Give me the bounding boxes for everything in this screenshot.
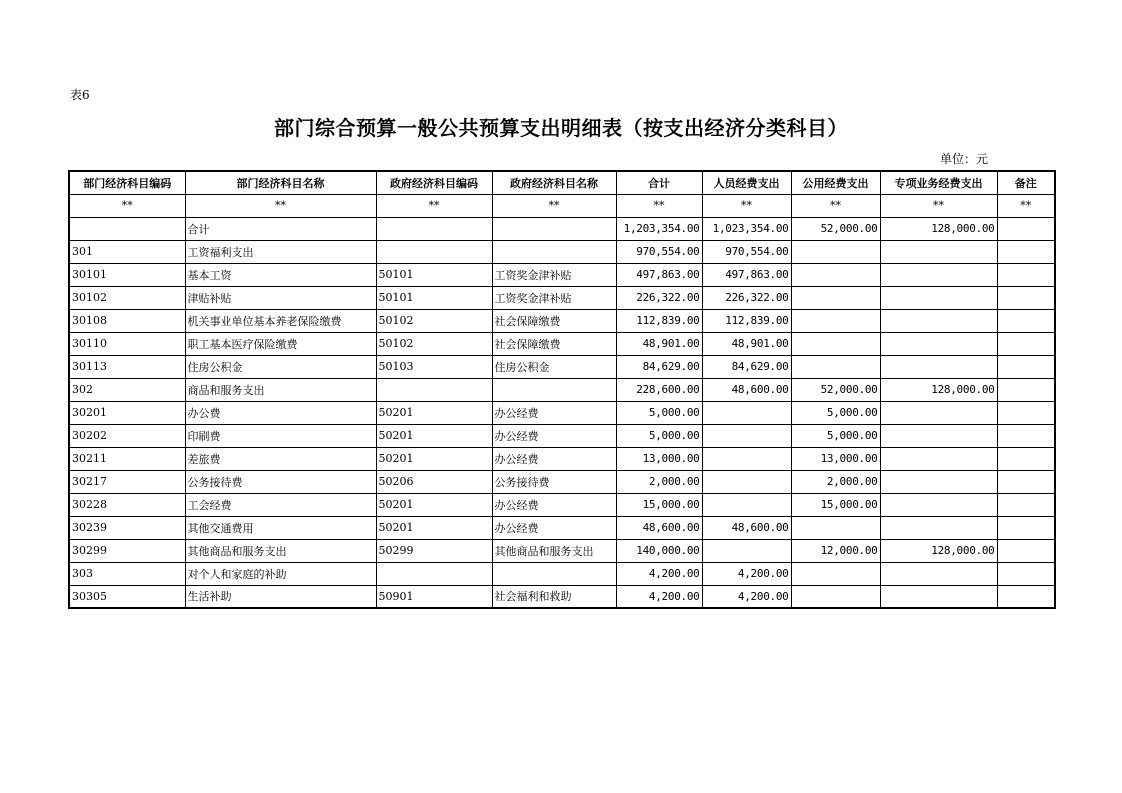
remark-cell — [997, 332, 1055, 355]
public-cell — [791, 562, 880, 585]
table-row — [69, 447, 1055, 470]
total-cell: 4,200.00 — [616, 562, 702, 585]
total-cell: 497,863.00 — [616, 263, 702, 286]
personnel-cell — [702, 447, 791, 470]
special-cell — [880, 240, 997, 263]
remark-cell — [997, 562, 1055, 585]
public-cell: 12,000.00 — [791, 539, 880, 562]
gov-code-cell: 50102 — [376, 309, 492, 332]
table-row — [69, 309, 1055, 332]
gov-name-cell: 办公经费 — [492, 424, 616, 447]
personnel-cell: 226,322.00 — [702, 286, 791, 309]
gov-code-cell: 50901 — [376, 585, 492, 608]
dept-code-cell: 30201 — [69, 401, 185, 424]
col-header-gov-code: 政府经济科目编码 — [376, 171, 492, 194]
personnel-cell — [702, 539, 791, 562]
dept-code-cell: 30228 — [69, 493, 185, 516]
dept-name-cell: 津贴补贴 — [185, 286, 376, 309]
remark-cell — [997, 217, 1055, 240]
table-row — [69, 516, 1055, 539]
remark-cell — [997, 447, 1055, 470]
gov-name-cell: 公务接待费 — [492, 470, 616, 493]
col-header-special: 专项业务经费支出 — [880, 171, 997, 194]
dept-code-cell: 30110 — [69, 332, 185, 355]
dept-name-cell: 印刷费 — [185, 424, 376, 447]
total-cell: 48,901.00 — [616, 332, 702, 355]
remark-cell — [997, 516, 1055, 539]
gov-name-cell: 其他商品和服务支出 — [492, 539, 616, 562]
public-cell — [791, 355, 880, 378]
header-row — [69, 171, 1055, 194]
remark-cell — [997, 309, 1055, 332]
public-cell — [791, 286, 880, 309]
total-cell: 15,000.00 — [616, 493, 702, 516]
dept-code-cell: 301 — [69, 240, 185, 263]
remark-cell — [997, 424, 1055, 447]
total-cell: 1,203,354.00 — [616, 217, 702, 240]
public-cell — [791, 240, 880, 263]
special-cell — [880, 562, 997, 585]
dept-name-cell: 住房公积金 — [185, 355, 376, 378]
total-cell: 13,000.00 — [616, 447, 702, 470]
dept-name-cell: 机关事业单位基本养老保险缴费 — [185, 309, 376, 332]
total-cell: 4,200.00 — [616, 585, 702, 608]
special-cell: 128,000.00 — [880, 539, 997, 562]
gov-name-cell: 办公经费 — [492, 447, 616, 470]
marker-cell: ** — [791, 194, 880, 217]
dept-code-cell — [69, 217, 185, 240]
dept-code-cell: 30202 — [69, 424, 185, 447]
gov-name-cell: 社会保障缴费 — [492, 309, 616, 332]
special-cell — [880, 309, 997, 332]
dept-code-cell: 30305 — [69, 585, 185, 608]
public-cell: 5,000.00 — [791, 401, 880, 424]
personnel-cell: 48,600.00 — [702, 378, 791, 401]
page-title: 部门综合预算一般公共预算支出明细表（按支出经济分类科目） — [274, 116, 848, 140]
budget-table-body — [69, 217, 1055, 608]
table-row — [69, 562, 1055, 585]
dept-code-cell: 30113 — [69, 355, 185, 378]
dept-code-cell: 302 — [69, 378, 185, 401]
gov-name-cell: 住房公积金 — [492, 355, 616, 378]
marker-cell: ** — [492, 194, 616, 217]
total-cell: 5,000.00 — [616, 401, 702, 424]
personnel-cell: 84,629.00 — [702, 355, 791, 378]
table-row — [69, 286, 1055, 309]
remark-cell — [997, 355, 1055, 378]
total-cell: 140,000.00 — [616, 539, 702, 562]
table-row — [69, 217, 1055, 240]
dept-name-cell: 办公费 — [185, 401, 376, 424]
personnel-cell: 112,839.00 — [702, 309, 791, 332]
total-cell: 84,629.00 — [616, 355, 702, 378]
special-cell — [880, 585, 997, 608]
marker-cell: ** — [880, 194, 997, 217]
public-cell — [791, 309, 880, 332]
dept-name-cell: 差旅费 — [185, 447, 376, 470]
gov-name-cell: 办公经费 — [492, 493, 616, 516]
special-cell — [880, 263, 997, 286]
total-cell: 2,000.00 — [616, 470, 702, 493]
col-header-dept-code: 部门经济科目编码 — [69, 171, 185, 194]
gov-code-cell: 50206 — [376, 470, 492, 493]
dept-name-cell: 合计 — [185, 217, 376, 240]
dept-name-cell: 其他商品和服务支出 — [185, 539, 376, 562]
total-cell: 226,322.00 — [616, 286, 702, 309]
dept-name-cell: 工资福利支出 — [185, 240, 376, 263]
dept-code-cell: 30211 — [69, 447, 185, 470]
public-cell — [791, 585, 880, 608]
public-cell — [791, 332, 880, 355]
dept-code-cell: 30299 — [69, 539, 185, 562]
col-header-public: 公用经费支出 — [791, 171, 880, 194]
gov-name-cell — [492, 378, 616, 401]
personnel-cell — [702, 424, 791, 447]
marker-cell: ** — [616, 194, 702, 217]
gov-name-cell: 办公经费 — [492, 401, 616, 424]
gov-code-cell: 50201 — [376, 493, 492, 516]
special-cell: 128,000.00 — [880, 378, 997, 401]
public-cell: 52,000.00 — [791, 378, 880, 401]
table-row — [69, 424, 1055, 447]
dept-code-cell: 30102 — [69, 286, 185, 309]
remark-cell — [997, 493, 1055, 516]
special-cell — [880, 355, 997, 378]
table-row — [69, 470, 1055, 493]
marker-cell: ** — [997, 194, 1055, 217]
gov-code-cell: 50102 — [376, 332, 492, 355]
total-cell: 970,554.00 — [616, 240, 702, 263]
unit-label: 单位：元 — [940, 152, 989, 166]
special-cell — [880, 516, 997, 539]
dept-name-cell: 商品和服务支出 — [185, 378, 376, 401]
dept-name-cell: 工会经费 — [185, 493, 376, 516]
dept-code-cell: 30101 — [69, 263, 185, 286]
col-header-gov-name: 政府经济科目名称 — [492, 171, 616, 194]
public-cell — [791, 263, 880, 286]
special-cell — [880, 286, 997, 309]
gov-code-cell — [376, 240, 492, 263]
total-cell: 228,600.00 — [616, 378, 702, 401]
gov-code-cell: 50101 — [376, 263, 492, 286]
dept-name-cell: 基本工资 — [185, 263, 376, 286]
personnel-cell: 48,901.00 — [702, 332, 791, 355]
gov-code-cell — [376, 562, 492, 585]
gov-name-cell — [492, 562, 616, 585]
special-cell — [880, 424, 997, 447]
gov-code-cell: 50201 — [376, 516, 492, 539]
personnel-cell: 1,023,354.00 — [702, 217, 791, 240]
remark-cell — [997, 263, 1055, 286]
special-cell — [880, 493, 997, 516]
gov-code-cell: 50103 — [376, 355, 492, 378]
col-header-personnel: 人员经费支出 — [702, 171, 791, 194]
special-cell — [880, 401, 997, 424]
personnel-cell — [702, 401, 791, 424]
remark-cell — [997, 401, 1055, 424]
remark-cell — [997, 585, 1055, 608]
special-cell — [880, 470, 997, 493]
marker-cell: ** — [185, 194, 376, 217]
table-row — [69, 585, 1055, 608]
table-row — [69, 355, 1055, 378]
dept-name-cell: 生活补助 — [185, 585, 376, 608]
table-row — [69, 378, 1055, 401]
special-cell: 128,000.00 — [880, 217, 997, 240]
personnel-cell: 48,600.00 — [702, 516, 791, 539]
gov-name-cell — [492, 217, 616, 240]
public-cell: 52,000.00 — [791, 217, 880, 240]
personnel-cell: 497,863.00 — [702, 263, 791, 286]
public-cell — [791, 516, 880, 539]
col-header-dept-name: 部门经济科目名称 — [185, 171, 376, 194]
gov-name-cell: 工资奖金津补贴 — [492, 286, 616, 309]
gov-code-cell: 50201 — [376, 401, 492, 424]
marker-cell: ** — [376, 194, 492, 217]
budget-table — [68, 170, 1056, 609]
col-header-total: 合计 — [616, 171, 702, 194]
personnel-cell: 4,200.00 — [702, 585, 791, 608]
remark-cell — [997, 378, 1055, 401]
special-cell — [880, 447, 997, 470]
remark-cell — [997, 539, 1055, 562]
dept-code-cell: 30217 — [69, 470, 185, 493]
gov-code-cell: 50299 — [376, 539, 492, 562]
gov-name-cell: 工资奖金津补贴 — [492, 263, 616, 286]
dept-name-cell: 公务接待费 — [185, 470, 376, 493]
total-cell: 48,600.00 — [616, 516, 702, 539]
public-cell: 2,000.00 — [791, 470, 880, 493]
dept-name-cell: 对个人和家庭的补助 — [185, 562, 376, 585]
gov-code-cell: 50201 — [376, 447, 492, 470]
public-cell: 15,000.00 — [791, 493, 880, 516]
gov-code-cell: 50201 — [376, 424, 492, 447]
remark-cell — [997, 470, 1055, 493]
personnel-cell: 4,200.00 — [702, 562, 791, 585]
personnel-cell — [702, 493, 791, 516]
personnel-cell — [702, 470, 791, 493]
gov-name-cell: 社会保障缴费 — [492, 332, 616, 355]
dept-code-cell: 30239 — [69, 516, 185, 539]
dept-code-cell: 30108 — [69, 309, 185, 332]
dept-name-cell: 其他交通费用 — [185, 516, 376, 539]
table-row — [69, 539, 1055, 562]
table-row — [69, 401, 1055, 424]
gov-name-cell — [492, 240, 616, 263]
gov-name-cell: 办公经费 — [492, 516, 616, 539]
remark-cell — [997, 240, 1055, 263]
dept-code-cell: 303 — [69, 562, 185, 585]
personnel-cell: 970,554.00 — [702, 240, 791, 263]
special-cell — [880, 332, 997, 355]
remark-cell — [997, 286, 1055, 309]
table-row — [69, 493, 1055, 516]
dept-name-cell: 职工基本医疗保险缴费 — [185, 332, 376, 355]
public-cell: 13,000.00 — [791, 447, 880, 470]
marker-cell: ** — [69, 194, 185, 217]
table-row — [69, 263, 1055, 286]
gov-code-cell — [376, 217, 492, 240]
gov-code-cell: 50101 — [376, 286, 492, 309]
marker-cell: ** — [702, 194, 791, 217]
marker-row — [69, 194, 1055, 217]
table-number: 表6 — [70, 88, 90, 102]
table-row — [69, 240, 1055, 263]
total-cell: 112,839.00 — [616, 309, 702, 332]
total-cell: 5,000.00 — [616, 424, 702, 447]
col-header-remark: 备注 — [997, 171, 1055, 194]
public-cell: 5,000.00 — [791, 424, 880, 447]
gov-code-cell — [376, 378, 492, 401]
table-row — [69, 332, 1055, 355]
gov-name-cell: 社会福利和救助 — [492, 585, 616, 608]
